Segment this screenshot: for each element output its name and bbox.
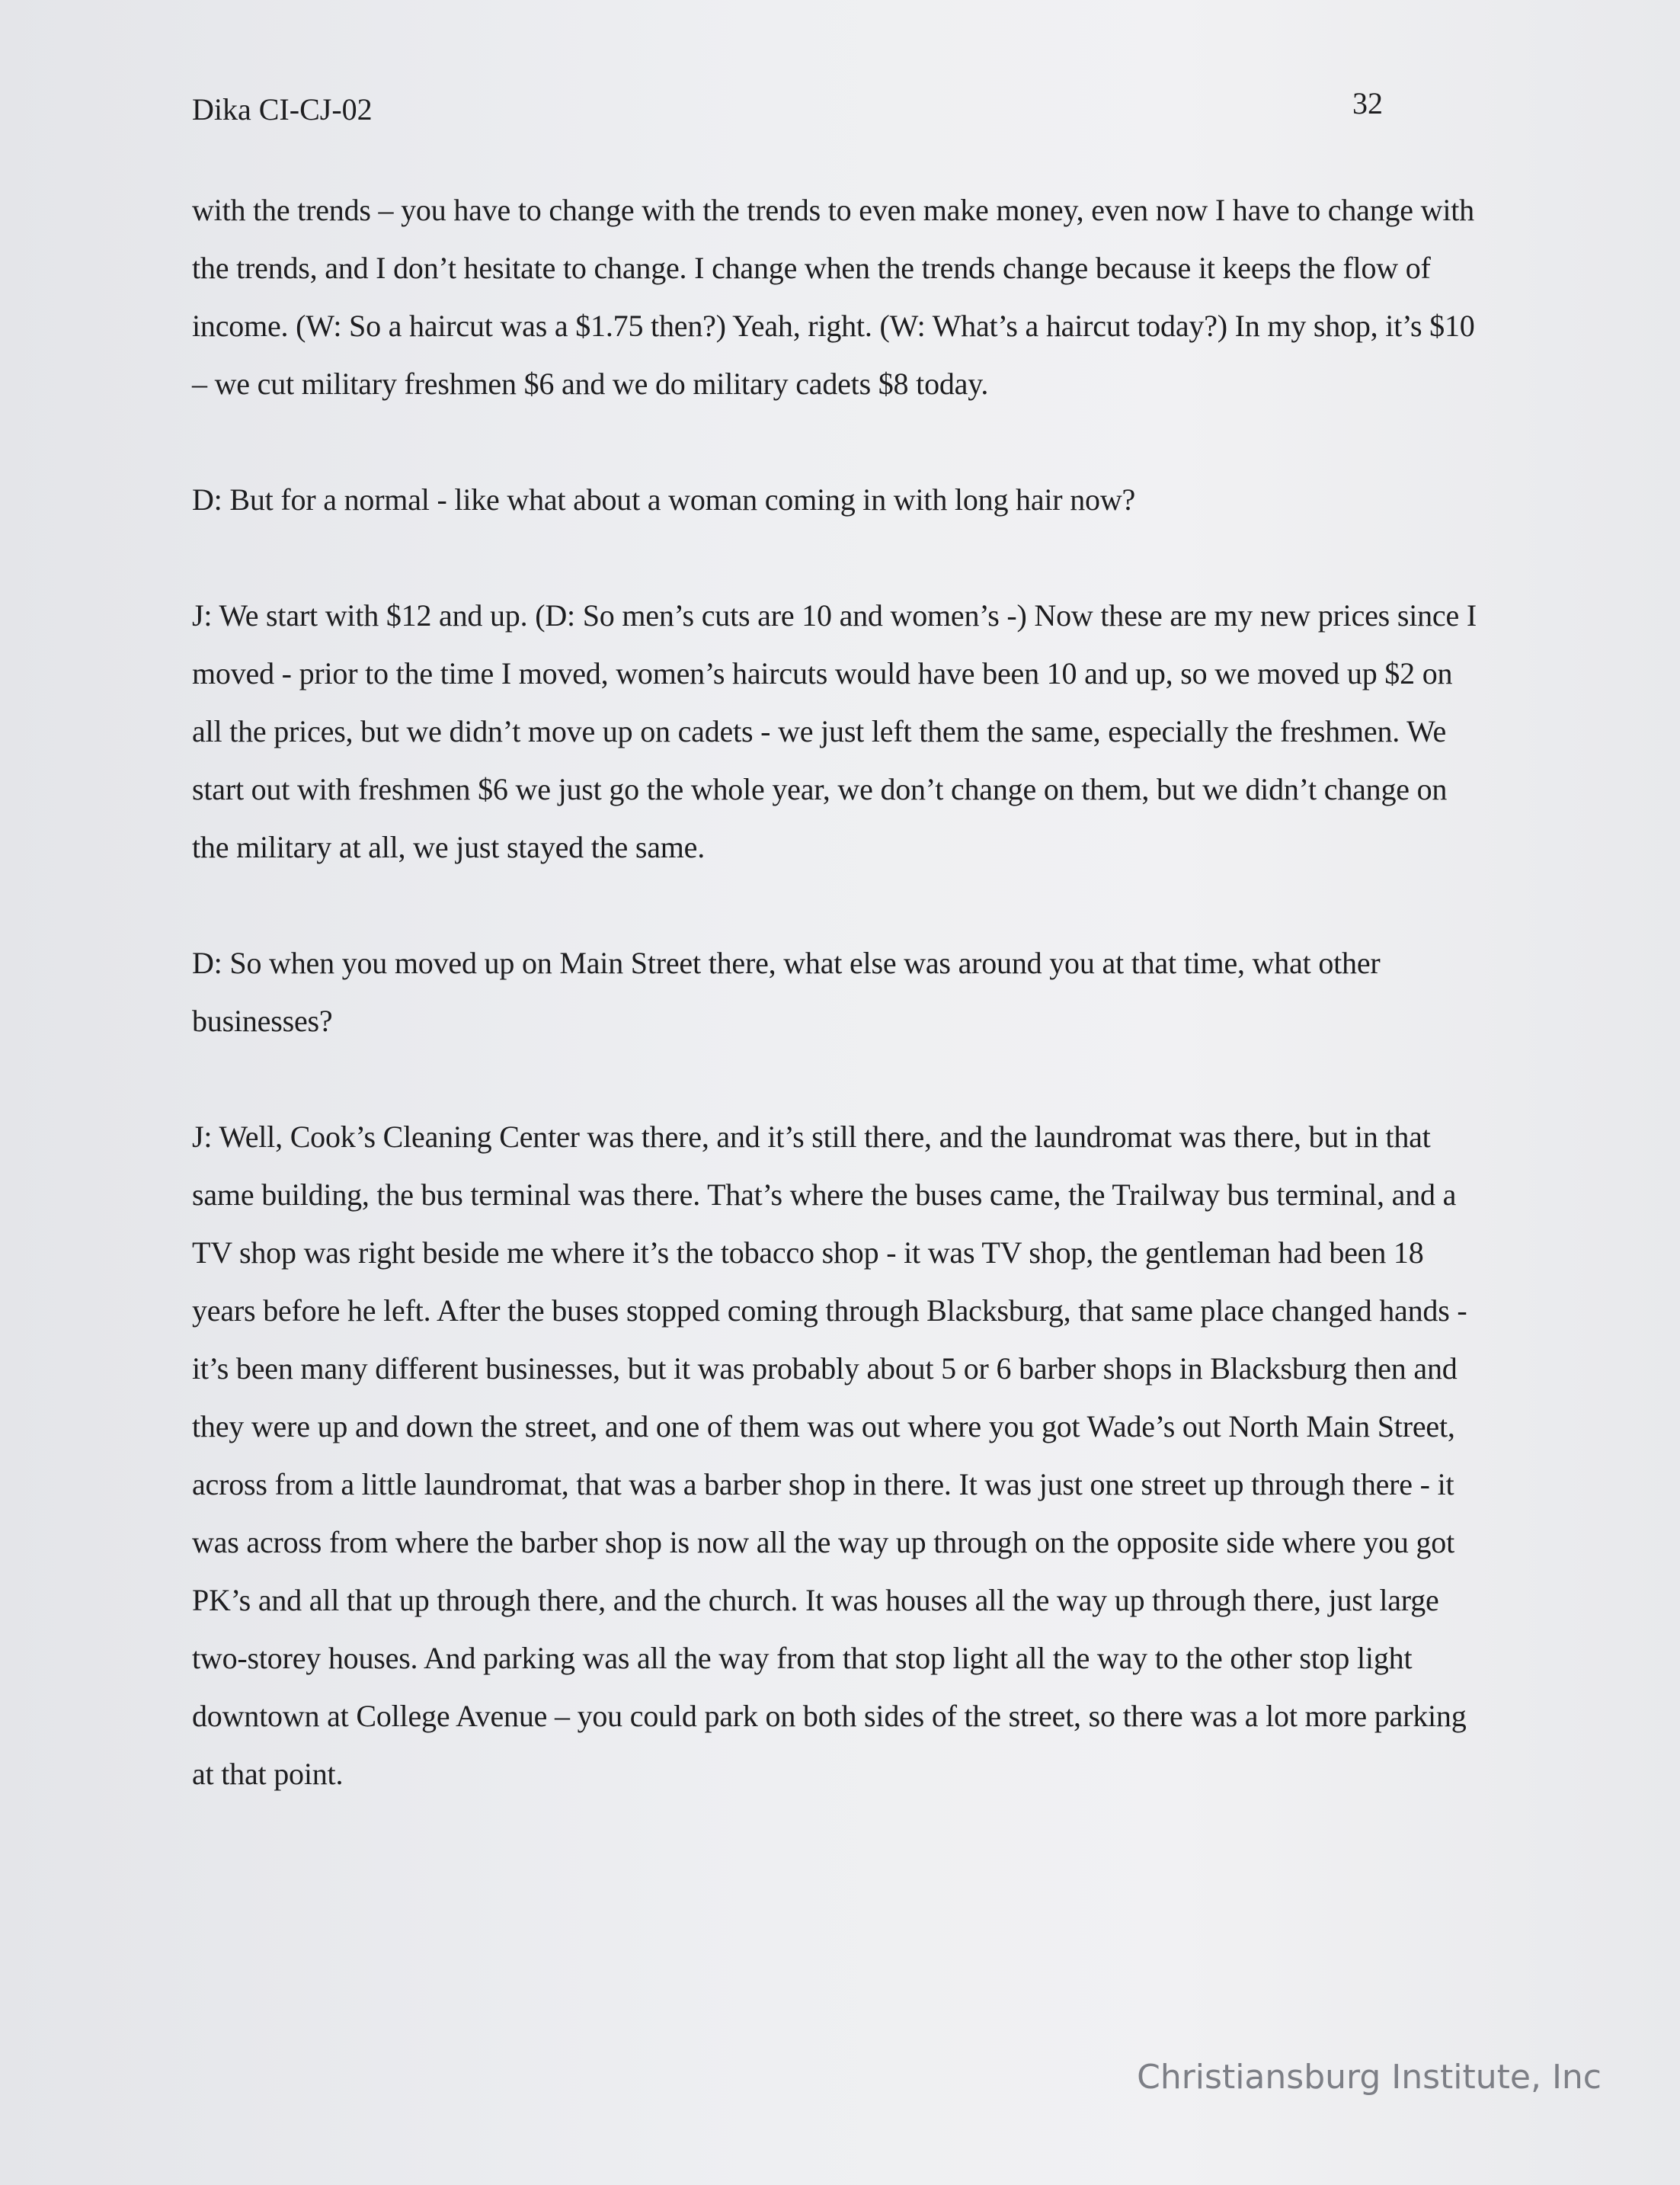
watermark-text: Christiansburg Institute, Inc	[1137, 2058, 1602, 2097]
paragraph-1: with the trends – you have to change with the trends to even make money, even now I have to change with the trends, and I don’t hesitate to change. I change when the trends change because it keeps the flow of income. (W: So a haircut was a $1.75 then?) Yeah, right. (W: What’s a haircut today?) In my shop, it’s $10 – we cut military freshmen $6 and we do military cadets $8 today.	[192, 193, 1475, 401]
document-identifier: Dika CI-CJ-02	[192, 92, 373, 127]
paragraph-2: D: But for a normal - like what about a woman coming in with long hair now?	[192, 482, 1136, 517]
paragraph-4: D: So when you moved up on Main Street there, what else was around you at that time, what other businesses?	[192, 946, 1381, 1038]
page-number: 32	[1352, 86, 1383, 120]
paragraph-5: J: Well, Cook’s Cleaning Center was there, and it’s still there, and the laundromat was there, but in that same building, the bus terminal was there. That’s where the buses came, the Trailway bus terminal, and a TV shop was right beside me where it’s the tobacco shop - it was TV shop, the gentleman had been 18 years before he left. After the buses stopped coming through Blacksburg, that same place changed hands - it’s been many different businesses, but it was probably about 5 or 6 barber shops in Blacksburg then and they were up and down the street, and one of them was out where you got Wade’s out North Main Street, across from a little laundromat, that was a barber shop in there. It was just one street up through there - it was across from where the barber shop is now all the way up through on the opposite side where you got PK’s and all that up through there, and the church. It was houses all the way up through there, just large two-storey houses. And parking was all the way from that stop light all the way to the other stop light downtown at College Avenue – you could park on both sides of the street, so there was a lot more parking at that point.	[192, 1120, 1467, 1791]
transcript-body	[192, 181, 1480, 1861]
paragraph-3: J: We start with $12 and up. (D: So men’s cuts are 10 and women’s -) Now these are my new prices since I moved - prior to the time I moved, women’s haircuts would have been 10 and up, so we moved up $2 on all the prices, but we didn’t move up on cadets - we just left them the same, especially the freshmen. We start out with freshmen $6 we just go the whole year, we don’t change on them, but we didn’t change on the military at all, we just stayed the same.	[192, 598, 1477, 864]
